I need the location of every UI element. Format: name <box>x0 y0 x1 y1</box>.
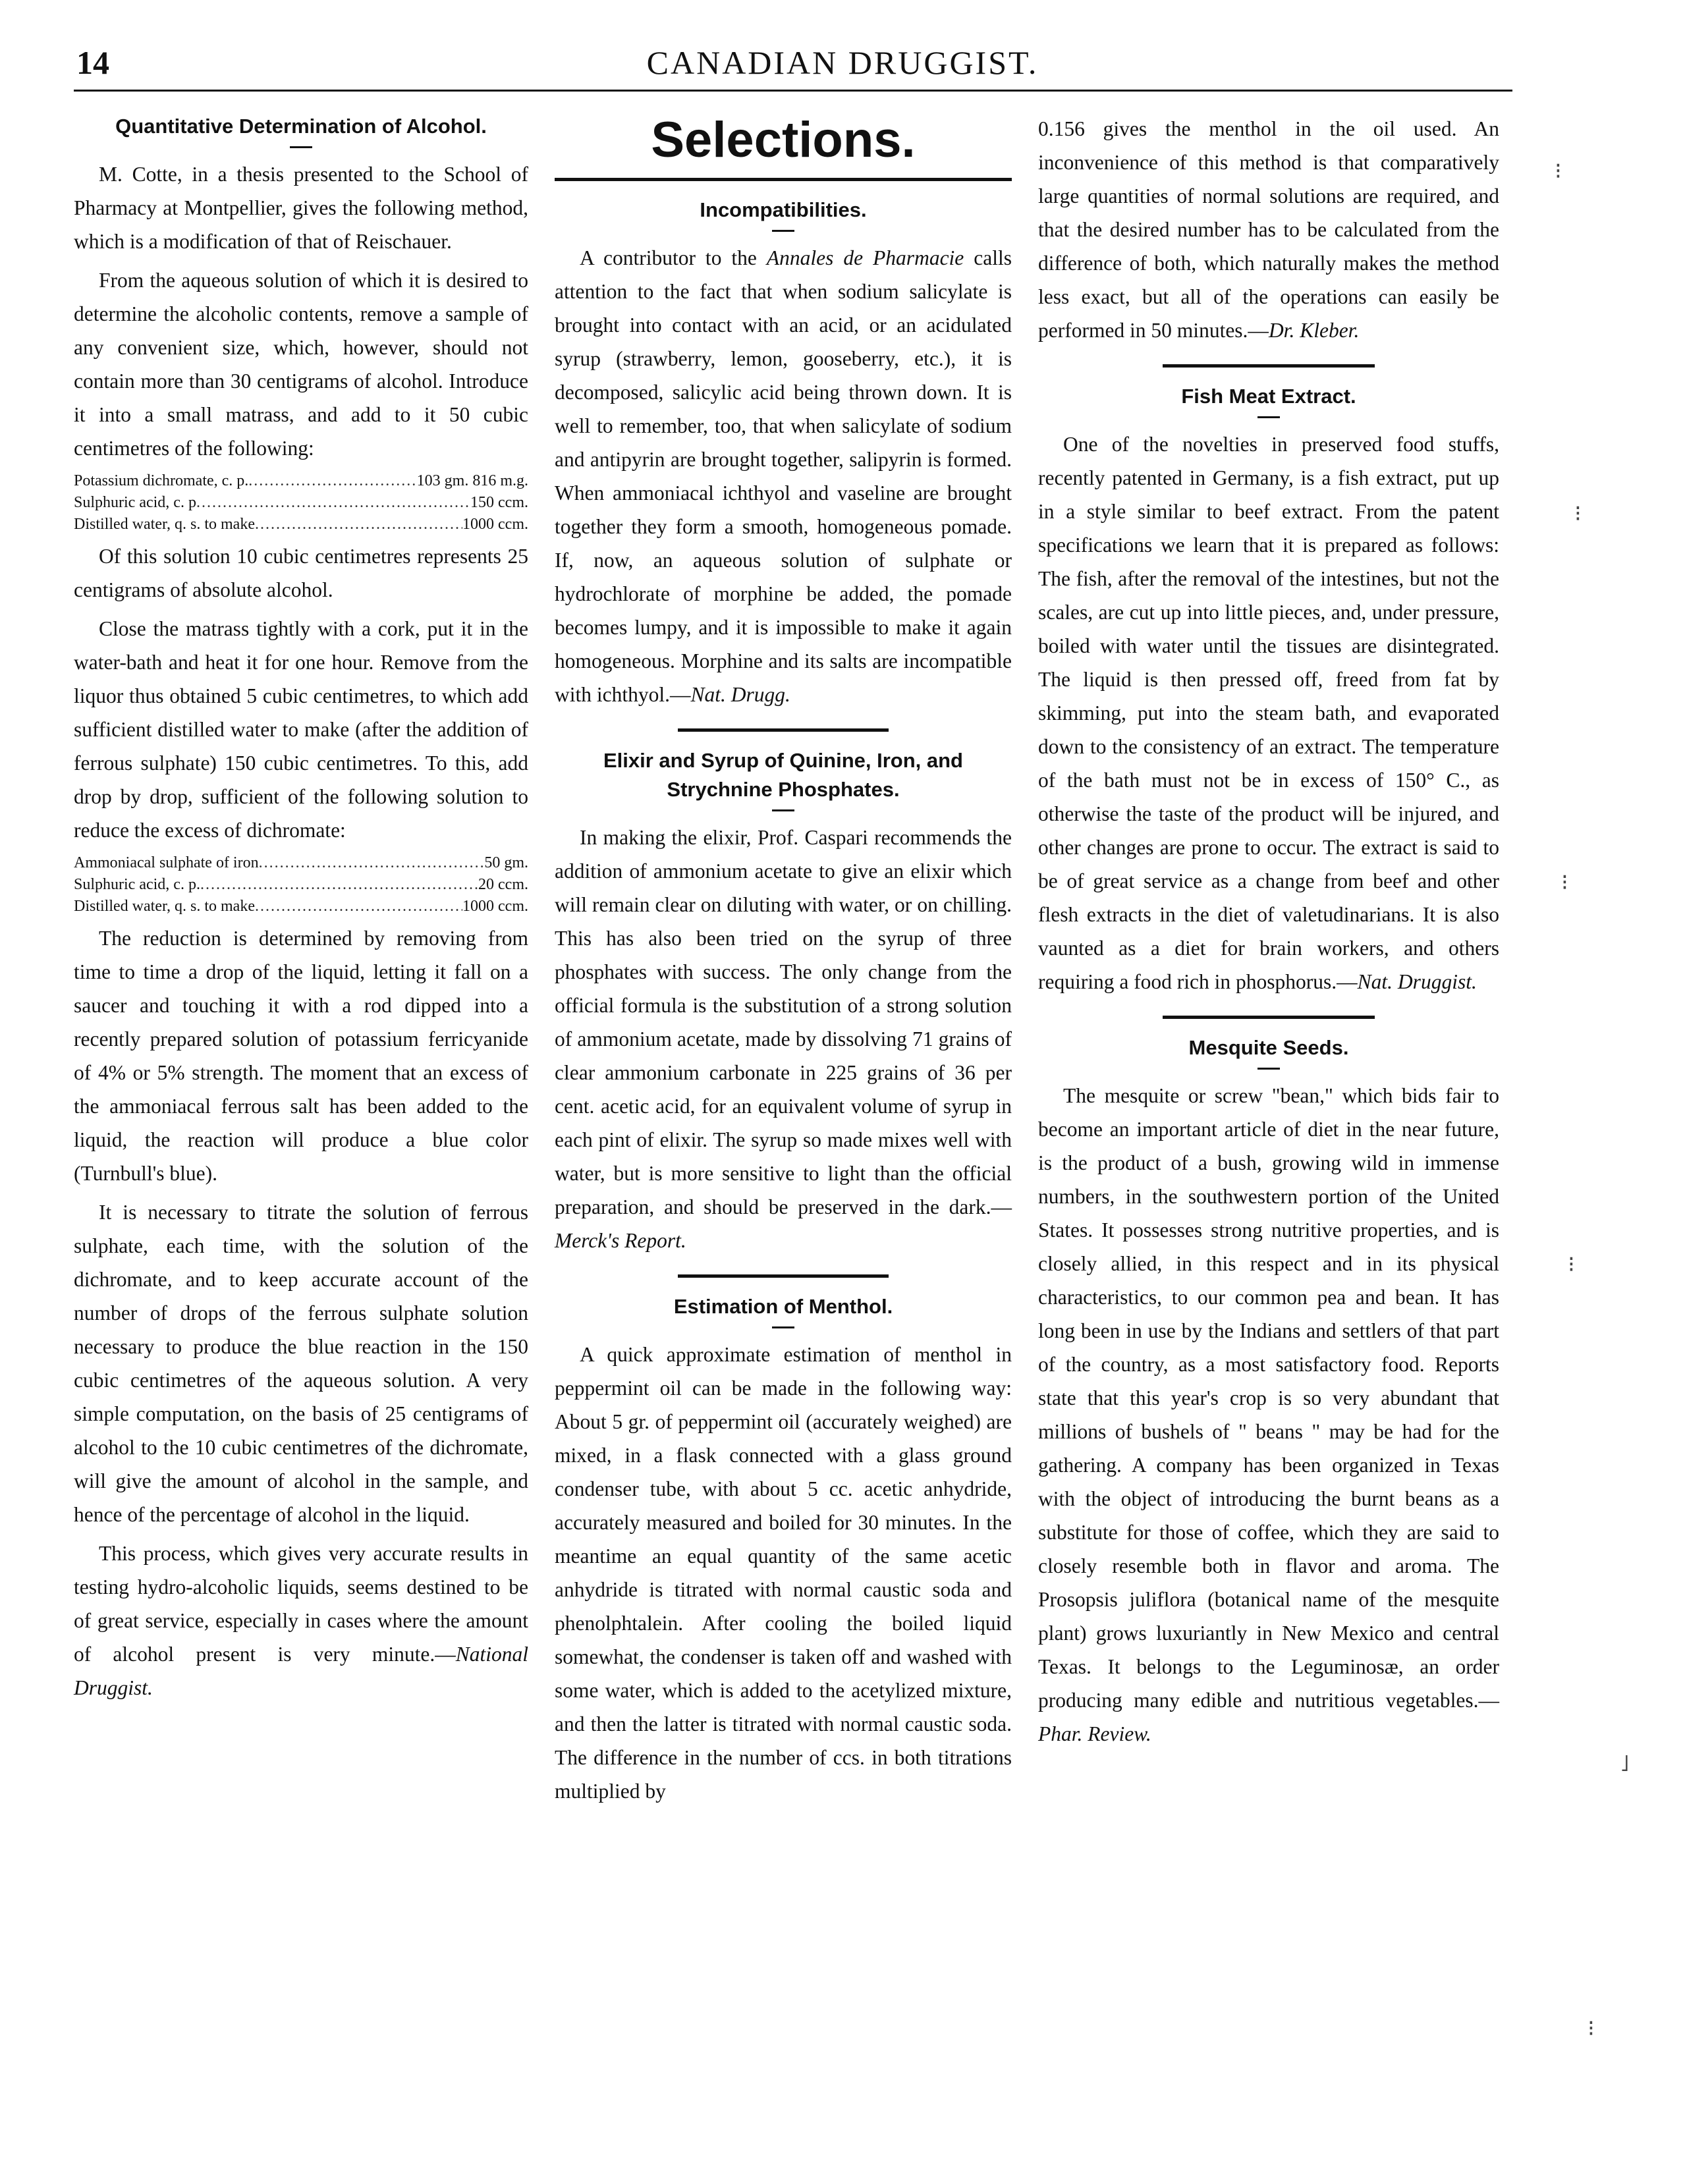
citation: National Druggist. <box>74 1643 528 1699</box>
alcohol-paragraph-7: This process, which gives very accurate results in testing hydro-alcoholic liquids, seems destined to be of great service, especially in cases where the amount of alcohol present is very minute.—National Druggist. <box>74 1542 528 1699</box>
alcohol-paragraph-3: Of this solution 10 cubic centimetres represents 25 centigrams of absolute alcohol. <box>74 545 528 601</box>
journal-name: Annales de Pharmacie <box>766 246 964 269</box>
alcohol-paragraph-1: M. Cotte, in a thesis presented to the School of Pharmacy at Montpellier, gives the following method, which is a modification of that of Reischauer. <box>74 163 528 253</box>
mesquite-paragraph: The mesquite or screw "bean," which bids fair to become an important article of diet in the near future, is the product of a bush, growing wild in immense numbers, in the southwestern portion of the United States. It possesses strong nutritive properties, and is closely allied, in this respect and in its physical characteristics, to our common pea and bean. It has long been in use by the Indians and settlers of that part of the country, as a most satisfactory food. Reports state that this year's crop is so very abundant that millions of bushels of " beans " may be had for the gathering. A company has been organized in Texas with the object of introducing the burnt beans as a substitute for those of coffee, which they are said to closely resemble both in flavor and aroma. The Prosopsis juliflora (botanical name of the mesquite plant) grows luxuriantly in New Mexico and central Texas. It belongs to the Leguminosæ, an order producing many edible and nutritious vegetables.—Phar. Review. <box>1038 1084 1499 1745</box>
recipe-row: Sulphuric acid, c. p. ..... 20 ccm. <box>74 874 528 896</box>
title-dash <box>772 809 794 811</box>
article-title-elixir: Elixir and Syrup of Quinine, Iron, and Strychnine Phosphates. <box>603 749 963 801</box>
scan-speck: ⁝ <box>1555 159 1562 184</box>
alcohol-paragraph-6: It is necessary to titrate the solution of ferrous sulphate, each time, with the solution of the dichromate, and to keep accurate account of the number of drops of the ferrous sulphate solution necessary to produce the blue reaction in the 150 cubic centimetres of the aqueous solution. A very simple computation, on the basis of 25 centigrams of alcohol to the 10 cubic centimetres of the dichromate, will give the amount of alcohol in the sample, and hence of the percentage of alcohol in the liquid. <box>74 1201 528 1526</box>
article-separator <box>678 1274 888 1278</box>
citation: Merck's Report. <box>555 1229 686 1252</box>
recipe-row: Distilled water, q. s. to make ..... 1000 ccm. <box>74 896 528 917</box>
citation: Dr. Kleber. <box>1268 319 1360 342</box>
alcohol-paragraph-5: The reduction is determined by removing from time to time a drop of the liquid, letting it fall on a saucer and touching it with a rod dipped into a recently prepared solution of potassium ferricyanide of 4% or 5% strength. The moment that an excess of the ammoniacal ferrous salt has been added to the liquid, the reaction will produce a blue color (Turnbull's blue). <box>74 927 528 1185</box>
scan-speck: ⁝ <box>1568 1253 1575 1277</box>
title-dash <box>290 146 312 148</box>
article-separator <box>1163 1016 1375 1019</box>
article-separator <box>678 728 888 732</box>
citation: Phar. Review. <box>1038 1722 1151 1745</box>
column-left <box>74 112 528 1710</box>
article-title-mesquite: Mesquite Seeds. <box>1188 1036 1349 1059</box>
column-middle <box>555 112 1012 1813</box>
recipe-row: Distilled water, q. s. to make ..... 1000 ccm. <box>74 514 528 535</box>
article-title-menthol: Estimation of Menthol. <box>673 1295 893 1318</box>
scan-speck: ⁝ <box>1574 502 1582 526</box>
alcohol-paragraph-2: From the aqueous solution of which it is desired to determine the alcoholic contents, remove a sample of any convenient size, which, however, should not contain more than 30 centigrams of alcohol. Introduce it into a small matrass, and add to it 50 cubic centimetres of the following: <box>74 269 528 460</box>
column-right <box>1038 112 1499 1756</box>
title-dash <box>772 230 794 232</box>
scan-speck: ⁝ <box>1588 2017 1595 2041</box>
page-number: 14 <box>76 44 109 81</box>
scan-speck: ˩ <box>1620 1752 1630 1776</box>
page-header <box>0 43 1685 83</box>
header-rule <box>74 90 1512 92</box>
scan-speck: ⁝ <box>1561 871 1568 895</box>
menthol-paragraph: A quick approximate estimation of menthol in peppermint oil can be made in the following way: About 5 gr. of peppermint oil (accurately weighed) are mixed, in a flask connected with a glass ground condenser tube, with about 5 cc. acetic anhydride, accurately measured and boiled for 30 minutes. In the meantime an equal quantity of the same acetic anhydride is titrated with normal caustic soda and phenolphtalein. After cooling the boiled liquid somewhat, the condenser is taken off and washed with some water, which is added to the acetylized mixture, and then the latter is titrated with normal caustic soda. The difference in the number of ccs. in both titrations multiplied by <box>555 1343 1012 1803</box>
article-title-incompatibilities: Incompatibilities. <box>700 198 867 221</box>
recipe-iron-sulphate <box>74 852 528 917</box>
section-rule <box>555 178 1012 181</box>
title-dash <box>1257 416 1280 418</box>
title-dash <box>1257 1068 1280 1070</box>
citation: Nat. Druggist. <box>1357 970 1477 993</box>
citation: Nat. Drugg. <box>690 683 790 706</box>
article-separator <box>1163 364 1375 368</box>
scan-margin-marks <box>1515 132 1647 2108</box>
article-title-alcohol: Quantitative Determination of Alcohol. <box>115 115 487 138</box>
incompat-paragraph: A contributor to the Annales de Pharmacie calls attention to the fact that when sodium salicylate is brought into contact with an acid, or an acidulated syrup (strawberry, lemon, gooseberry, etc.), it is decomposed, salicylic acid being thrown down. It is well to remember, too, that when salicylate of sodium and antipyrin are brought together, salipyrin is formed. When ammoniacal ichthyol and vaseline are brought together they form a smooth, homogeneous pomade. If, now, an aqueous solution of sulphate or hydrochlorate of morphine be added, the pomade becomes lumpy, and it is impossible to make it again homogeneous. Morphine and its salts are incompatible with ichthyol.—Nat. Drugg. <box>555 246 1012 706</box>
fish-paragraph: One of the novelties in preserved food stuffs, recently patented in Germany, is a fish extract, put up in a style similar to beef extract. From the patent specifications we learn that it is prepared as follows: The fish, after the removal of the intestines, but not the scales, are cut up into little pieces, and, under pressure, boiled with water until the tissues are disintegrated. The liquid is then pressed off, freed from fat by skimming, put into the steam bath, and evaporated down to the consistency of an extract. The temperature of the bath must not be in excess of 150° C., as otherwise the taste of the product will be injured, and other changes are prone to occur. The extract is said to be of great service as a change from beef and other flesh extracts in the diet of valetudinarians. It is also vaunted as a diet for brain workers, and others requiring a food rich in phosphorus.—Nat. Druggist. <box>1038 433 1499 993</box>
recipe-dichromate <box>74 470 528 535</box>
recipe-row: Sulphuric acid, c. p ..... 150 ccm. <box>74 492 528 514</box>
elixir-paragraph: In making the elixir, Prof. Caspari recommends the addition of ammonium acetate to give an elixir which will remain clear on diluting with water, or on chilling. This has also been tried on the syrup of three phosphates with success. The only change from the official formula is the substitution of a strong solution of ammonium acetate, made by dissolving 71 grains of clear ammonium carbonate in 225 grains of 36 per cent. acetic acid, for an equivalent volume of syrup in each pint of elixir. The syrup so made mixes well with water, but is more sensitive to light than the official preparation, and should be preserved in the dark.—Merck's Report. <box>555 826 1012 1252</box>
running-title: CANADIAN DRUGGIST. <box>646 44 1039 81</box>
alcohol-paragraph-4: Close the matrass tightly with a cork, put it in the water-bath and heat it for one hour. Remove from the liquor thus obtained 5 cubic centimetres, to which add sufficient distilled water to make (after the addition of ferrous sulphate) 150 cubic centimetres. To this, add drop by drop, sufficient of the following solution to reduce the excess of dichromate: <box>74 617 528 842</box>
title-dash <box>772 1326 794 1328</box>
section-heading: Selections. <box>651 112 916 168</box>
recipe-row: Potassium dichromate, c. p. ..... 103 gm. 816 m.g. <box>74 470 528 492</box>
article-title-fish-extract: Fish Meat Extract. <box>1181 385 1356 408</box>
menthol-paragraph-continued: 0.156 gives the menthol in the oil used. An inconvenience of this method is that comparatively large quantities of normal solutions are required, and that the desired number has to be calculated from the difference of both, which naturally makes the method less exact, but all of the operations can easily be performed in 50 minutes.—Dr. Kleber. <box>1038 117 1499 342</box>
recipe-row: Ammoniacal sulphate of iron ..... 50 gm. <box>74 852 528 874</box>
